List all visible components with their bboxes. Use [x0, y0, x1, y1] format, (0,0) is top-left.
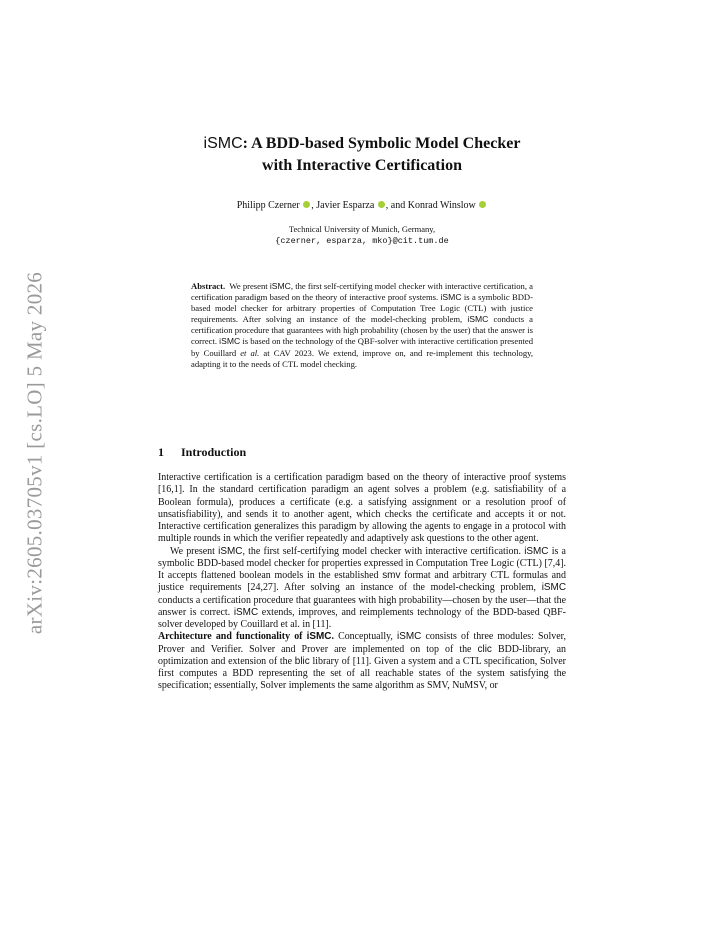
- abstract-sentence: at CAV 2023. We extend, improve on, and re-implement this technology, adapting it to the needs of CTL model checking.: [191, 347, 534, 369]
- section-heading-introduction: [158, 444, 566, 460]
- tool-name: iSMC: [440, 292, 462, 303]
- orcid-icon[interactable]: [378, 201, 385, 208]
- paragraph-2: [158, 546, 566, 632]
- paragraph-3: [158, 631, 566, 692]
- abstract-label: Abstract.: [191, 281, 226, 291]
- paragraph-text: Conceptually,: [333, 631, 398, 643]
- paragraph-text: We present: [170, 545, 219, 557]
- paragraph-run-in-heading: [158, 631, 334, 642]
- title-line1: : A BDD-based Symbolic Model Checker: [242, 135, 521, 152]
- author-czerner: Philipp Czerner: [236, 200, 300, 211]
- abstract-sentence: is based on the technology of the QBF-solver with interactive certification presented by Couillard: [191, 336, 533, 358]
- tool-name: iSMC: [233, 606, 259, 618]
- library-name: clic: [477, 643, 492, 655]
- tool-name: iSMC: [306, 631, 332, 643]
- title-tool-name: iSMC: [203, 135, 243, 152]
- et-al: et al.: [240, 347, 260, 358]
- tool-name: iSMC: [524, 545, 549, 557]
- arxiv-identifier-stamp: [22, 262, 48, 644]
- paragraph-text: BDD-library, an optimization and extension of the: [158, 643, 567, 667]
- arxiv-identifier-text: arXiv:2605.03705v1 [cs.LO] 5 May 2026: [22, 271, 47, 635]
- author-winslow: Konrad Winslow: [407, 200, 476, 211]
- author-separator: , and: [385, 200, 408, 211]
- paragraph-text: library of [11]. Given a system and a CTL specification, Solver first computes a BDD representing the set of all reachable states of the system satisfying the specification; essentially, Solver implements the same algorithm as SMV, NuMSV, or: [158, 655, 566, 692]
- run-in-heading-text: .: [331, 631, 334, 643]
- format-name: smv: [382, 570, 401, 581]
- paragraph-text: format and arbitrary CTL formulas and justice requirements [24,27]. After solving an instance of the model-checking problem,: [158, 570, 566, 594]
- paragraph-text: , the first self-certifying model checker with interactive certification.: [242, 545, 525, 557]
- section-body: [158, 472, 566, 693]
- paper-title: [158, 133, 566, 177]
- affiliation: [158, 224, 566, 247]
- run-in-heading-text: Architecture and functionality of: [158, 631, 307, 643]
- orcid-icon[interactable]: [479, 201, 486, 208]
- section-title: Introduction: [181, 445, 247, 459]
- affiliation-email: {czerner, esparza, mko}@cit.tum.de: [275, 235, 449, 246]
- tool-name: iSMC: [541, 582, 566, 594]
- tool-name: iSMC: [219, 336, 241, 347]
- section-number: 1: [158, 445, 164, 459]
- paragraph-1: Interactive certification is a certification paradigm based on the theory of interactive proof systems [16,1]. In the standard certification paradigm an agent solves a problem (e.g. satisfiability of a Boolean formula), produces a certificate (e.g. a satisfying assignment or a resolution proof of unsatisfiability), and sends it to another agent, which checks the certificate and accepts it or not. Interactive certification generalizes this paradigm by allowing the agents to engage in a protocol with multiple rounds in which the verifier repeatedly and adaptively ask questions to the other agent.: [158, 472, 566, 545]
- abstract-sentence: is a symbolic BDD-based model checker for arbitrary properties of Computation Tree Logic (CTL) with justice requirements. After solving an instance of the model-checking problem,: [191, 292, 534, 325]
- tool-name: iSMC: [397, 631, 422, 643]
- abstract: [191, 281, 533, 370]
- title-line2: with Interactive Certification: [262, 157, 462, 174]
- abstract-sentence: We present: [229, 281, 270, 291]
- author-separator: ,: [311, 200, 317, 211]
- abstract-sentence: , the first self-certifying model checker with interactive certification, a certification paradigm based on the theory of interactive proof systems.: [191, 281, 533, 303]
- paragraph-text: consists of three modules: Solver, Prover and Verifier. Solver and Prover are implemented on top of the: [158, 631, 567, 655]
- tool-name: iSMC: [218, 545, 243, 557]
- orcid-icon[interactable]: [303, 201, 310, 208]
- abstract-text: [191, 281, 533, 370]
- paragraph-text: conducts a certification procedure that guarantees with high probability—chosen by the user—that the answer is correct.: [158, 594, 566, 618]
- author-esparza: Javier Esparza: [316, 200, 375, 211]
- abstract-sentence: conducts a certification procedure that guarantees with high probability (chosen by the user) that the answer is correct.: [191, 314, 533, 347]
- library-name: blic: [294, 655, 310, 667]
- tool-name: iSMC: [467, 314, 489, 325]
- author-list: [158, 199, 566, 213]
- affiliation-institution: Technical University of Munich, Germany,: [288, 224, 436, 234]
- paragraph-text: is a symbolic BDD-based model checker for properties expressed in Computation Tree Logic (CTL) [7,4]. It accepts flattened boolean models in the established: [158, 545, 566, 581]
- paragraph-text: extends, improves, and reimplements technology of the BDD-based QBF-solver developed by Couillard et al. in [11].: [158, 606, 566, 630]
- tool-name: iSMC: [269, 281, 291, 291]
